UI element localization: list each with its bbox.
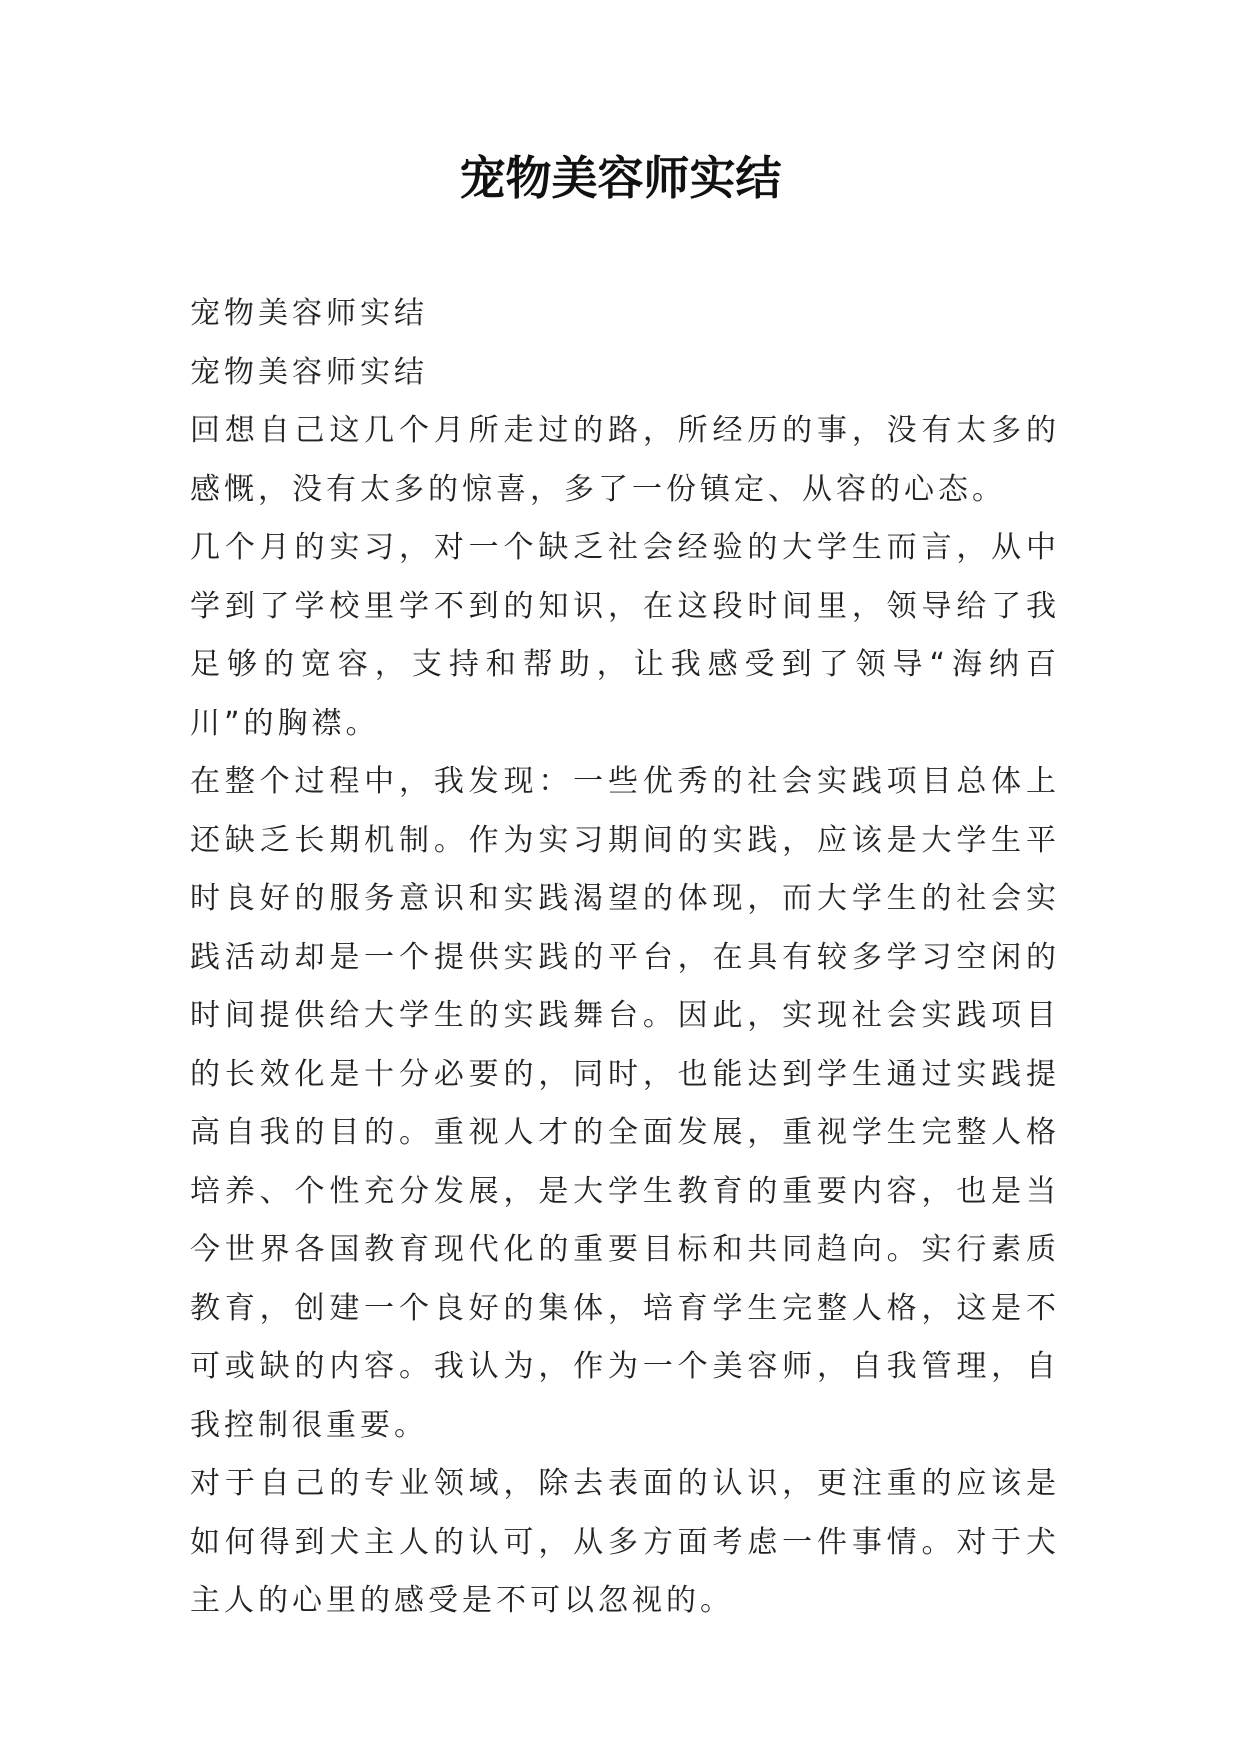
paragraph: 宠物美容师实结 — [190, 354, 428, 390]
paragraph: 回想自己这几个月所走过的路，所经历的事，没有太多的感慨，没有太多的惊喜，多了一份镇定、从容的心态。 — [190, 413, 1060, 507]
paragraph: 在整个过程中，我发现：一些优秀的社会实践项目总体上还缺乏长期机制。作为实习期间的实践，应该是大学生平时良好的服务意识和实践渴望的体现，而大学生的社会实践活动却是一个提供实践的平台，在具有较多学习空闲的时间提供给大学生的实践舞台。因此，实现社会实践项目的长效化是十分必要的，同时，也能达到学生通过实践提高自我的目的。重视人才的全面发展，重视学生完整人格培养、个性充分发展，是大学生教育的重要内容，也是当今世界各国教育现代化的重要目标和共同趋向。实行素质教育，创建一个良好的集体，培育学生完整人格，这是不可或缺的内容。我认为，作为一个美容师，自我管理，自我控制很重要。 — [190, 764, 1060, 1443]
document-body — [190, 285, 1060, 1631]
document-title: 宠物美容师实结 — [459, 151, 782, 205]
paragraph: 宠物美容师实结 — [190, 296, 428, 331]
paragraph: 几个月的实习，对一个缺乏社会经验的大学生而言，从中学到了学校里学不到的知识，在这段时间里，领导给了我足够的宽容，支持和帮助，让我感受到了领导“海纳百川”的胸襟。 — [190, 530, 1060, 741]
paragraph: 对于自己的专业领域，除去表面的认识，更注重的应该是如何得到犬主人的认可，从多方面考虑一件事情。对于犬主人的心里的感受是不可以忽视的。 — [190, 1466, 1060, 1618]
